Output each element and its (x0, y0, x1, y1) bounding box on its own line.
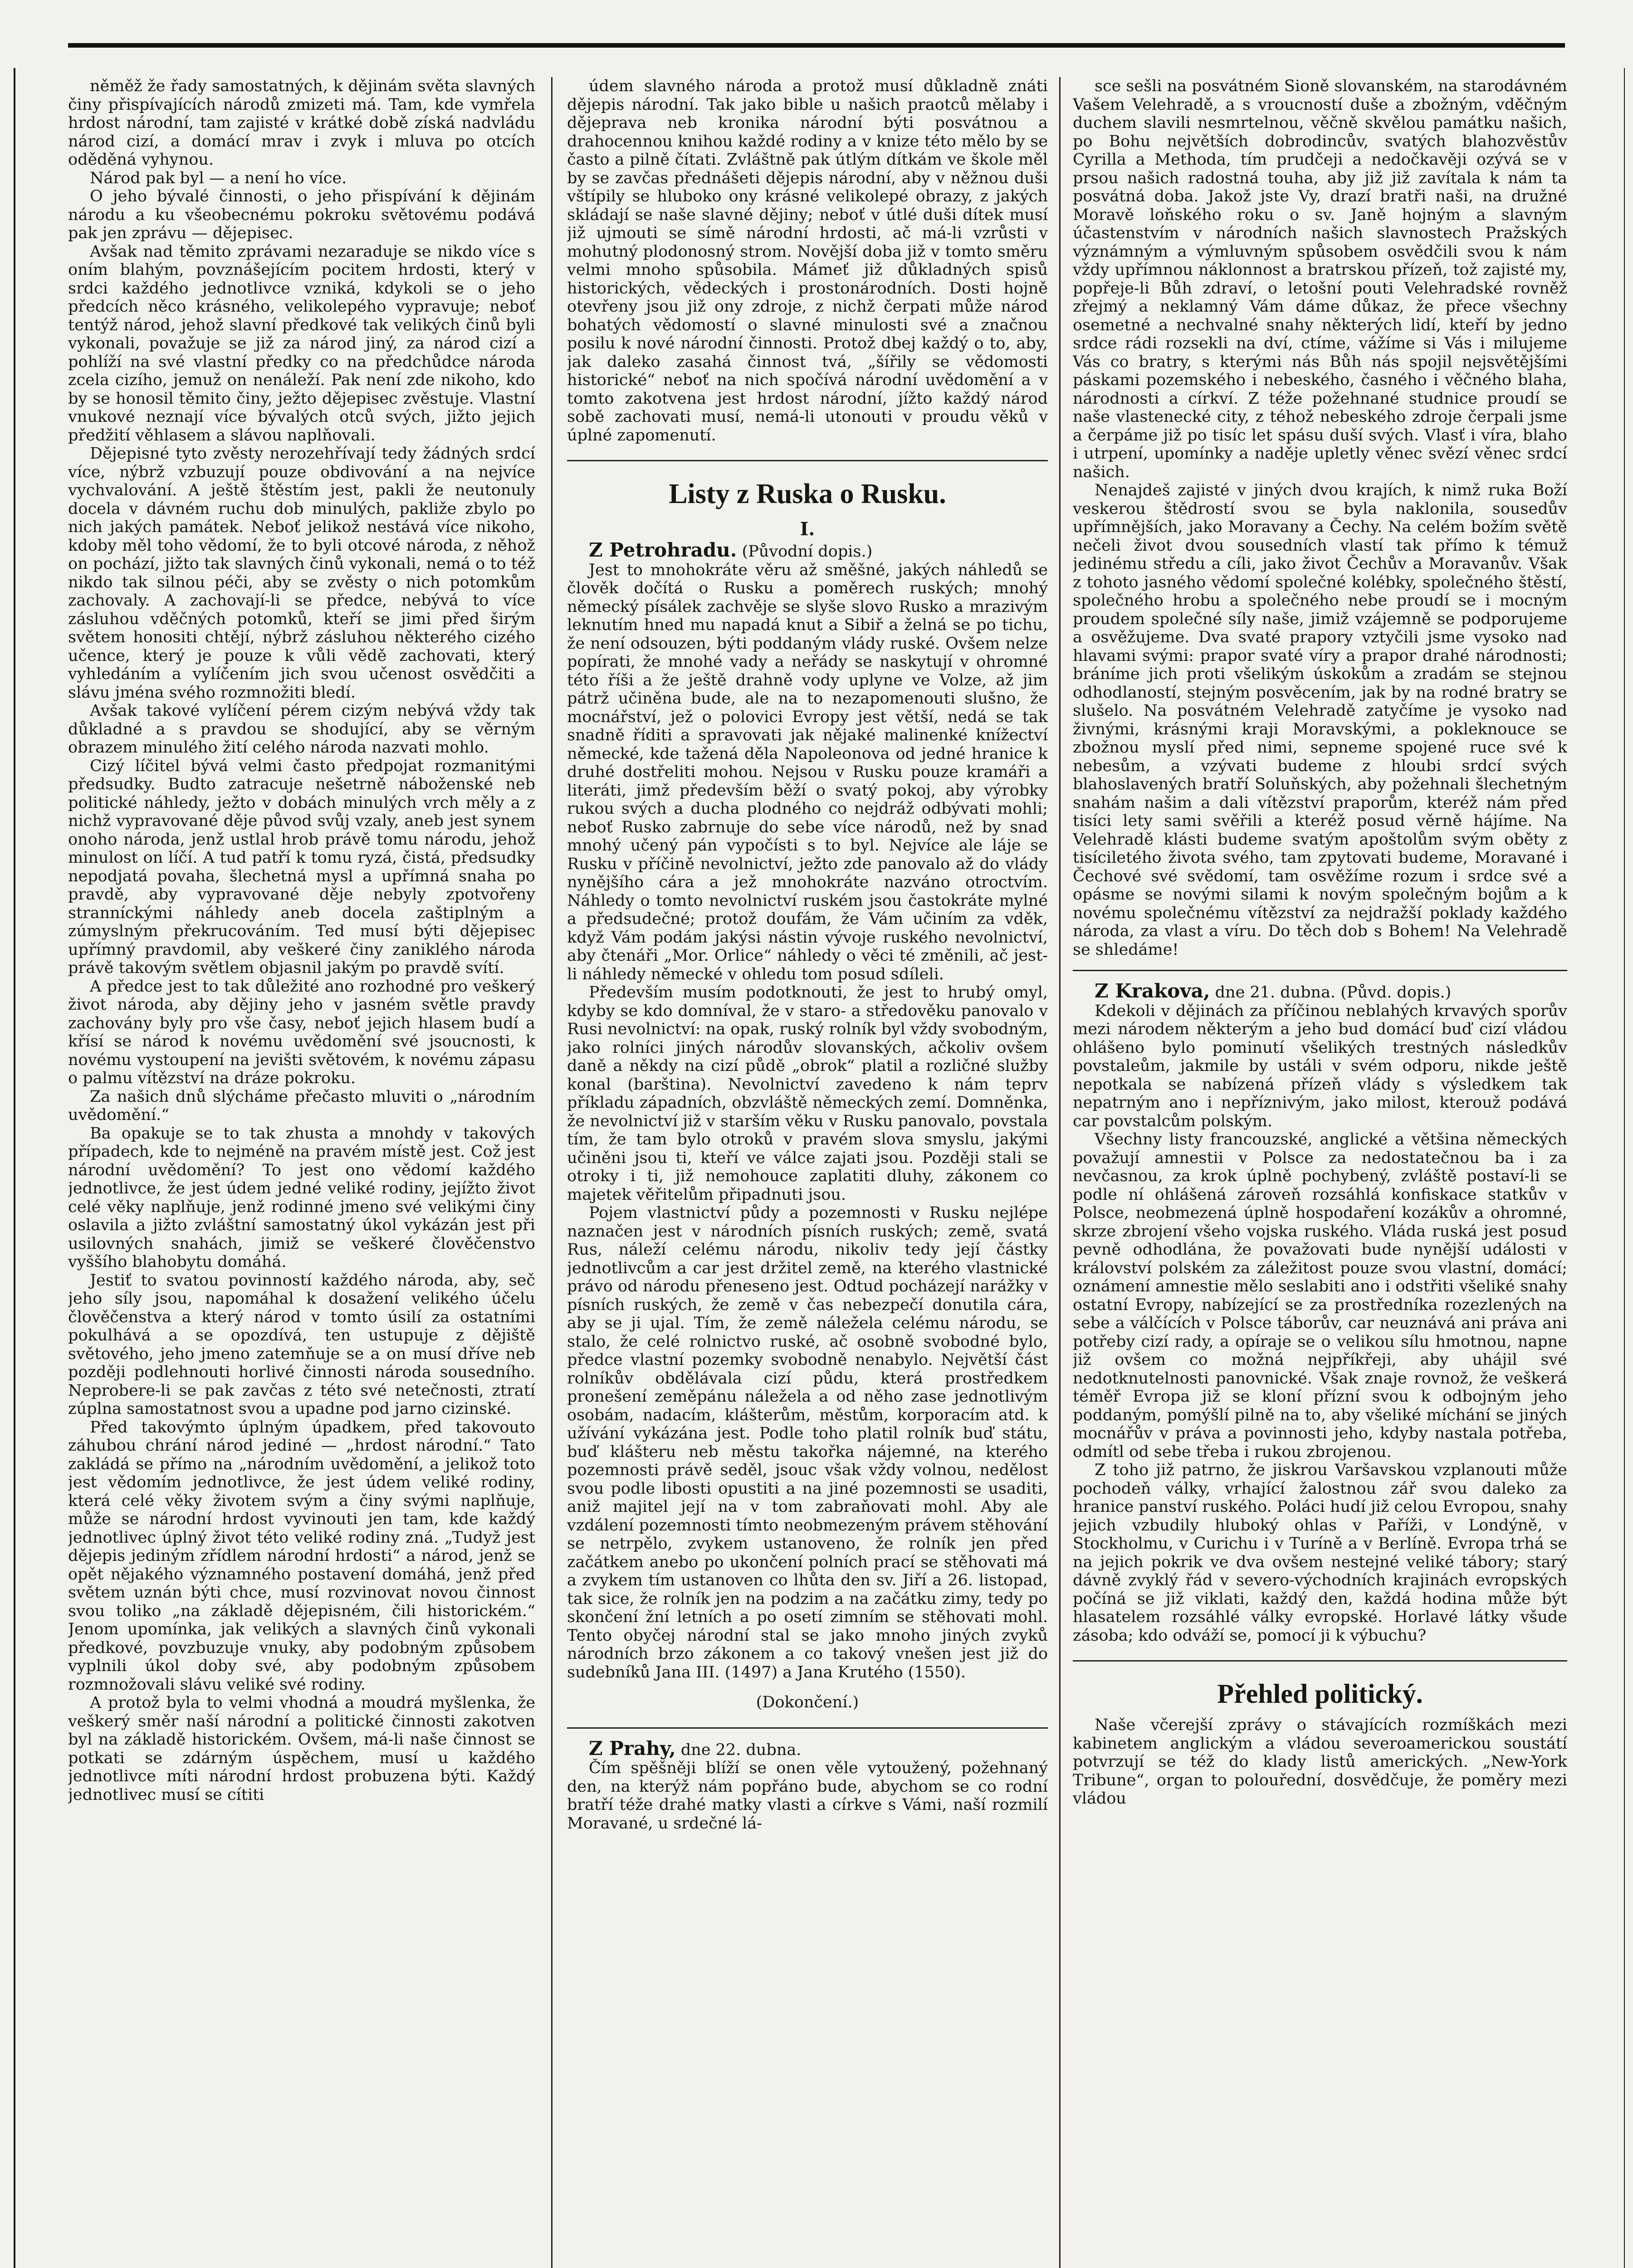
paragraph: Jestiť to svatou povinností každého národa, aby, seč jeho síly jsou, napomáhal k dosažení velikého účelu člověčenstva a který národ v tomto úsilí za ostatními pokulhává a se opozdívá, ten ustupuje z dějiště světového, jeho jmeno zatemňuje se a on musí dříve neb později podlehnouti horlivé činnosti národa sousedního. Neprobere-li se pak zavčas z této své netečnosti, ztratí zúplna samostatnost svou a upadne pod jarno cizinské. (68, 1271, 535, 1418)
paragraph: Jest to mnohokráte věru až směšné, jakých náhledů se člověk dočítá o Rusku a poměrech ruských; mnohý německý písálek zachvěje se slyše slovo Rusko a mrazivým leknutím hned mu napadá knut a Sibiř a želná se po tichu, že není odsouzen, býti poddaným vlády ruské. Ovšem nelze popírati, že mnohé vady a neřády se naskytují v ohromné této říši a že ještě drahně vody uplyne ve Volze, až jim pátrž učiněna bude, ale na to nezapomenouti slušno, že mocnářství, jež o polovici Evropy jest větší, nedá se tak snadně říditi a spravovati jak nějaké malinenké knížectví německé, kde tažená děla Napoleonova od jedné hranice k druhé dostřeliti mohou. Nejsou v Rusku pouze kramáři a literáti, jimž především běží o svatý pokoj, aby výrobky rukou svých a ducha plodného co nejdráž odbývati mohli; neboť Rusko zabrnuje do sebe více národů, než by snad mnohý učený pán vypočísti s to byl. Nejvíce ale láje se Rusku v příčině nevolnictví, ježto zde panovalo až do vlády nynějšího cára a jež mnohokráte nazváno otroctvím. Náhledy o tomto nevolnictví ruském jsou častokráte mylné a předsudečné; protož doufám, že Vám učiním za vděk, když Vám podám jakýsi nástin vývoje ruského nevolnictví, aby čtenáři „Mor. Orlice“ náhledy o věci té změnili, ač jest-li náhledy německé v ohledu tom posud sdíleli. (567, 561, 1048, 983)
article-part-number: I. (800, 518, 815, 540)
article-dateline-line (567, 541, 1048, 561)
continuation-note: (Dokončení.) (756, 1693, 859, 1711)
section-divider (567, 1727, 1048, 1729)
top-border-rule (68, 43, 1565, 48)
article-dateline: Z Petrohradu. (589, 539, 737, 561)
praha-dateline-line (567, 1737, 1048, 1760)
column-3 (1073, 77, 1567, 2268)
column-divider-1 (551, 77, 552, 2268)
paragraph: Před takovýmto úplným úpadkem, před takovouto záhubou chrání národ jediné — „hrdost národní.“ Tato zakládá se přímo na „národním uvědomění, a jelikož toto jest vědomím jednotlivce, že jest údem veliké rodiny, která celé věky životem svým a činy svými naplňuje, může se národní hrdost vyvinouti jen tam, kde každý jednotlivec úplný život této veliké rodiny zná. „Tudyž jest dějepis jediným zřídlem národní hrdosti“ a národ, jenž se opět nějakého významného postavení domáhá, jenž před světem uznán býti chce, musí rozvinovat novou činnost svou toliko „na základě dějepisném, čili historickém.“ Jenom upomínka, jak velikých a slavných činů vykonali předkové, povzbuzuje vnuky, aby podobným způsobem vyplnili úkol doby své, aby podobným způsobem rozmnožovali slávu veliké své rodiny. (68, 1418, 535, 1694)
paragraph: Čím spěšněji blíží se onen věle vytoužený, požehnaný den, na kterýž nám popřáno bude, abychom se co rodní bratří téže drahé matky vlasti a církve s Vámi, naší rozmilí Moravané, u srdečné lá- (567, 1759, 1048, 1833)
paragraph: Z toho již patrno, že jiskrou Varšavskou vzplanouti může pochodeň války, vrhající žalostnou zář svou daleko za hranice panství ruského. Poláci hudí již celou Evropou, snahy jejich vzbudily hluboký ohlas v Paříži, v Londýně, v Stockholmu, v Curichu i v Turíně a v Berlíně. Evropa trhá se na jejich pokrik ve dva ovšem nestejné veliké tábory; starý dávně zvyklý řád v severo-východních krajinách evropských počíná se již viklati, každý den, každá hodina může být hlasatelem rozsáhlé války evropské. Horlavé látky všude zásoba; kdo odváží se, pomocí ji k výbuchu? (1073, 1461, 1567, 1645)
paragraph: Za našich dnů slýcháme přečasto mluviti o „národním uvědomění.“ (68, 1087, 535, 1124)
politics-section-title: Přehled politický. (1217, 1679, 1423, 1709)
paragraph: Avšak takové vylíčení pérem cizým nebývá vždy tak důkladné a s pravdou se shodující, aby se věrným obrazem minulého žití celého národa nazvati mohlo. (68, 702, 535, 757)
column-2 (567, 77, 1048, 2268)
krakow-dateline: Z Krakova, (1095, 980, 1210, 1002)
paragraph: Pojem vlastnictví půdy a pozemnosti v Rusku nejlépe naznačen jest v národních písních ruských; země, svatá Rus, náleží celému národu, nikoliv tedy její částky jednotlivcům a car jest držitel země, na kterého vlastnické právo od národu přeneseno jest. Odtud pocházejí narážky v písních ruských, že země v čas nebezpečí donutila cára, aby se ji ujal. Tím, že země náležela celému národu, se stalo, že celé rolnictvo ruské, ač osobně svobodné bylo, předce vlastní pozemky svobodně nenabylo. Největší část rolníkův obdělávala cizí půdu, která prostředkem pronešení zeměpánu náležela a od něho zase jednotlivým osobám, nadacím, klášterům, městům, korporacím atd. k užívání vykázána jest. Podle toho platil rolník buď státu, buď klášteru neb městu takořka nájemné, na kterého pozemnosti právě seděl, jsouc však vždy volnou, nedělost svou podle libosti opustiti a na jiné pozemnosti se usaditi, aniž majitel její na v tom zabraňovati mohl. Aby ale vzdálení pozemnosti tímto neobmezeným právem stěhování se netrpělo, zvykem ustanoveno, že rolník jen před začátkem anebo po ukončení polních prací se stěhovati má a zvykem tím ustanoven co lhůta den sv. Jiří a 26. listopad, tak sice, že rolník jen na podzim a na začátku zimy, tedy po skončení žní letních a po osetí zimním se stěhovati mohl. Tento obyčej národní stal se jako mnoho jiných zvyků národních brzo zákonem a co takový vnešen jest již do sudebníků Jana III. (1497) a Jana Krutého (1550). (567, 1204, 1048, 1681)
paragraph: Naše včerejší zprávy o stávajících rozmíškách mezi kabinetem anglickým a vládou severoamerickou soustátí potvrzují se též do klady listů amerických. „New-York Tribune“, organ to polouřední, dosvědčuje, že poměry mezi vládou (1073, 1716, 1567, 1808)
praha-dateline: Z Prahy, (589, 1737, 676, 1760)
paragraph: něměž že řady samostatných, k dějinám světa slavných činy přispívajících národů zmizeti má. Tam, kde vymřela hrdost národní, tam zajisté v krátké době získá nadvládu národ cizí, a domácí mrav i zvyk i mluva po otcích oděděná vyhynou. (68, 77, 535, 169)
section-divider (1073, 1660, 1567, 1662)
paragraph: Ba opakuje se to tak zhusta a mnohdy v takových případech, kde to nejméně na pravém místě jest. Což jest národní uvědomění? To jest ono vědomí každého jednotlivce, že jest údem jedné veliké rodiny, jejížto život celé věky naplňuje, jenž rodinné jmeno své velikými činy oslavila a jižto zvláštní samostatný úkol vykázán jest při usilovných snahách, jimiž se veškeré člověčenstvo vyššího blahobytu domáhá. (68, 1124, 535, 1271)
left-page-edge (14, 68, 15, 2268)
paragraph: A protož byla to velmi vhodná a moudrá myšlenka, že veškerý směr naší národní a politické činnosti zakotven byl na základě historickém. Ovšem, má-li naše činnost se potkati se zdárným úspěchem, musí u každého jednotlivce míti národní hrdost probuzena býti. Každý jednotlivec musí se cítiti (68, 1694, 535, 1804)
paragraph: Všechny listy francouzské, anglické a většina německých považují amnestii v Polsce za nedostatečnou ba i za nevčasnou, za krok úplně pochybený, zvláště postaví-li se podle ní ohlášená zároveň rozsáhlá konfiskace statkův v Polsce, neobmezená úplně hospodaření kozákův a ohromné, skrze zbrojení všeho vojska ruského. Vláda ruská jest posud pevně odhodlána, že považovati bude nynější události v království polském za záležitost pouze svou vlastní, domácí; oznámení amnestie mělo seslabiti ano i odstřiti všeliké snahy ostatní Evropy, nabízející se za prostředníka rozezlených na sebe a válčících v Polsce táborův, car neuznává ani práva ani potřeby cizí rady, a opíraje se o velikou sílu hmotnou, napne již ovšem co možná nejpříkřeji, aby uhájil své nedotknutelnosti panovnické. Však znaje rovnož, že veškerá téměř Evropa již se kloní přízní svou k odbojným jeho poddaným, pomýšlí pilně na to, aby všeliké míchání se jiných mocnářův v práva a povinnosti jeho, kdyby nastala potřeba, odmítl od sebe třeba i rukou zbrojenou. (1073, 1130, 1567, 1461)
paragraph: sce sešli na posvátném Sioně slovanském, na starodávném Vašem Velehradě, a s vroucností duše a zbožným, vděčným duchem slavili nesmrtelnou, věčně skvělou památku našich, po Bohu největších dobrodincův, svatých blahozvěstův Cyrilla a Methoda, tím prudčeji a nedočkavěji ozývá se v prsou našich radostná touha, aby již již zavítala k nám ta posvátná doba. Jakož jste Vy, drazí bratři naši, na družné Moravě loňského roku o sv. Janě hojným a slavným účastenstvím v národních našich slavnostech Pražských význámným a výmluvným spůsobem osvědčili svou k nám vždy upřímnou náklonnost a bratrskou přízeň, tož zajisté my, popřeje-li Bůh zdraví, o letošní pouti Velehradské rovněž zřejmý a neklamný Vám dáme důkaz, že přece všechny osemetné a nechvalné snahy některých lidí, kteří by jedno srdce rádi rozsekli na dví, ctíme, vážíme si Vás i milujeme Vás co bratry, s kterými nás Bůh nás spojil nejsvětějšími páskami pozemského i nebeského, časného i věčného blaha, národnosti a církví. Z téže požehnané studnice proudí se naše vlastenecké city, z téhož nebeského zdroje čerpali jsme a čerpáme již po tisíc let spásu duší svých. Vlasť i víra, blaho i utrpení, upomínky a naděje upletly věnec svězí věnec srdcí našich. (1073, 77, 1567, 481)
paragraph: Národ pak byl — a není ho více. (90, 169, 347, 187)
paragraph: Kdekoli v dějinách za příčinou neblahých krvavých sporův mezi národem některým a jeho bud domácí buď cizí vládou ohlášeno bylo pominutí všelikých trestných následkův povstaleům, jakmile by ustáli v svém odporu, nikde ještě nepotkala se nabízená přízeň vlády s výsledkem tak nepatrným ano i nepříznivým, jako milost, kterouž podává car povstalcům polským. (1073, 1002, 1567, 1130)
paragraph: Cizý líčitel bývá velmi často předpojat rozmanitými předsudky. Budto zatracuje nešetrně náboženské neb politické náhledy, ježto v dobách minulých vrch měly a z nichž vypravované děje původ svůj vzaly, aneb jest synem onoho národa, jenž ustlal hrob právě tomu národu, jehož minulost on líčí. A tud patří k tomu ryzá, čistá, předsudky nepodjatá povaha, šlechetná mysl a upřímná snaha po pravdě, aby vypravované děje nebyly zpotvořeny stranníckými náhledy aneb docela zaštiplným a zúmyslným překrucováním. Ted musí býti dějepisec upřímný pravdomil, aby veškeré činy zaniklého národa právě takovým světlem objasnil jakým po pravdě svítí. (68, 757, 535, 977)
paragraph: Avšak nad těmito zprávami nezaraduje se nikdo více s oním blahým, povznášejícím pocitem hrdosti, který v srdci každého jednotlivce vzniká, kdykoli se o jeho předcích něco krásného, velikolepého vypravuje; neboť tentýž národ, jehož slavní předkové tak velikých činů byli vykonali, považuje se již za národ jiný, za národ cizí a pohlíží na své vlastní předky co na předchůdce národa zcela cizího, jemuž on nenáleží. Pak není zde nikoho, kdo by se honosil těmito činy, ježto dějepisec zvěstuje. Vlastní vnukové neznají více bývalých otců svých, jižto jejich předžití věhlasem a slávou naplňovali. (68, 242, 535, 445)
paragraph: Nenajdeš zajisté v jiných dvou krajích, k nimž ruka Boží veskerou štědrostí svou se byla naklonila, sousedův upřímnějších, jako Moravany a Čechy. Na celém božím světě nečeli život dvou sousedních vlastí tak přímo k témuž jedinému středu a cíli, jako život Čechův a Moravanův. Však z tohoto jasného vědomí společné kolébky, společného štěstí, společného hrobu a společného nebe proudí se i mocným proudem společné síly naše, jimiž vzájemně se podporujeme a osvěžujeme. Dva svaté prapory vztyčili jsme vysoko nad hlavami svými: prapor svaté víry a prapor drahé národnosti; bráníme jich proti všelikým úskokům a zradám se stejnou odhodlaností, stejným posvěcením, jak by na rodné bratry se slušelo. Na posvátném Velehradě zatyčíme je vysoko nad živnými, krásnými kraji Moravskými, a pokleknouce se zbožnou myslí před nimi, sepneme spojené ruce své k nebesům, a vzývati budeme z hloubi srdcí svých blahoslavených bratří Soluňských, aby požehnali šlechetným snahám našim a dali vítězství praporům, kteréž nám před tisíci lety sami svěřili a kteréž posud věrně hájíme. Na Velehradě klásti budeme svatým apoštolům svým oběty z tisíciletého života svého, tam zpytovati budeme, Moravané i Čechové své svědomí, tam osvěžíme rozum i srdce své a opásme se novými silami k novým společným bojům a k novému společnému vítězství za nejdražší poklady každého národa, za vlast a víru. Do těch dob s Bohem! Na Velehradě se shledáme! (1073, 481, 1567, 959)
krakow-dateline-line (1073, 982, 1567, 1002)
article-title: Listy z Ruska o Rusku. (669, 479, 946, 509)
paragraph: O jeho bývalé činnosti, o jeho přispívání k dějinám národu a ku všeobecnému pokroku světovému podává pak jen zprávu — dějepisec. (68, 187, 535, 242)
krakow-source-note: (Půvd. dopis.) (1340, 983, 1452, 1002)
krakow-date: dne 21. dubna. (1215, 983, 1336, 1002)
praha-date: dne 22. dubna. (680, 1740, 802, 1759)
newspaper-page (68, 77, 1569, 2268)
paragraph: Především musím podotknouti, že jest to hrubý omyl, kdyby se kdo domníval, že v staro- a středověku panovalo v Rusi nevolnictví: na opak, ruský rolník byl vždy svobodným, jako rolníci jiných národův slovanských, ačkoliv ovšem daně a někdy na cizí půdě „obrok“ platil a rozličné služby konal (barština). Nevolnictví zavedeno k nám teprv příkladu západních, obzvláště německých zemí. Domněnka, že nevolnictví již v starším věku v Rusku panovalo, povstala tím, že tam bylo otroků v pravém slova smyslu, jakými učiněni jsou ti, kteří ve válce zajati jsou. Později stali se otroky i ti, již nemohouce zaplatiti dluhy, zákonem co majetek věřitelům připadnuti jsou. (567, 983, 1048, 1204)
paragraph: Dějepisné tyto zvěsty nerozehřívají tedy žádných srdcí více, nýbrž vzbuzují pouze obdivování a na nejvíce vychvalování. A ještě štěstím jest, pakli že neutonuly docela v dávném ruchu dob minulých, pakliže zbylo po nich jakých památek. Neboť jelikož nestává více nikoho, kdoby měl toho vědomí, že to byli otcové národa, z něhož on pochází, jižto tak slavných činů vykonali, nemá o to též nikdo tak silnou péči, aby se zvěsty o nich potomkům zachovaly. A zachovají-li se předce, nebývá to více zásluhou vděčných potomků, kteří se jimi před širým světem honositi chtějí, nýbrž zásluhou některého cizého učence, který je pouze k vůli vědě zachovati, který vyhledáním a vylíčením jich svou učenost osvědčiti a slávu jména svého rozmnožiti bledí. (68, 445, 535, 702)
column-1 (68, 77, 535, 2268)
paragraph: údem slavného národa a protož musí důkladně znáti dějepis národní. Tak jako bible u našich praotců mělaby i dějeprava neb kronika národní býti posvátnou a drahocennou knihou každé rodiny a v knize této mělo by se často a pilně čítati. Zvláštně pak útlým dítkám ve škole měl by se zavčas přednášeti dějepis národní, aby v něžnou duši vštípily se hluboko ony krásné velikolepé obrazy, z jakých skládají se naše slavné dějiny; neboť v útlé duši dítek musí již ujmouti se símě národní hrdosti, ač má-li vzrůsti v mohutný plodonosný strom. Novější doba již v tomto směru velmi mnoho spůsobila. Mámeť již důkladných spisů historických, vědeckých i prostonárodních. Dosti hojně otevřeny jsou již ony zdroje, z nichž čerpati může národ bohatých vědomostí o slavné minulosti své a značnou posilu k nové národní činnosti. Protož dbej každý o to, aby, jak daleko zasahá činnost tvá, „šířily se vědomosti historické“ neboť na nich spočívá národní uvědomění a v tomto zakotvena jest hrdost národní, jížto každý národ sobě zachovati musí, nemá-li utonouti v proudu věků v úplné zapomenutí. (567, 77, 1048, 445)
column-divider-2 (1059, 77, 1061, 2268)
article-source-note: (Původní dopis.) (742, 543, 873, 561)
section-divider (1073, 970, 1567, 971)
section-divider (567, 460, 1048, 461)
paragraph: A předce jest to tak důležité ano rozhodné pro veškerý život národa, aby dějiny jeho v jasném světle pravdy zachovány byly pro vše časy, neboť jejich hlasem budí a křísí se národ k novému uvědomění své jsoucnosti, k novému vystoupení na jevišti světovém, k novému zápasu o palmu vítězství na dráze pokroku. (68, 977, 535, 1087)
right-page-edge (1624, 68, 1625, 2268)
